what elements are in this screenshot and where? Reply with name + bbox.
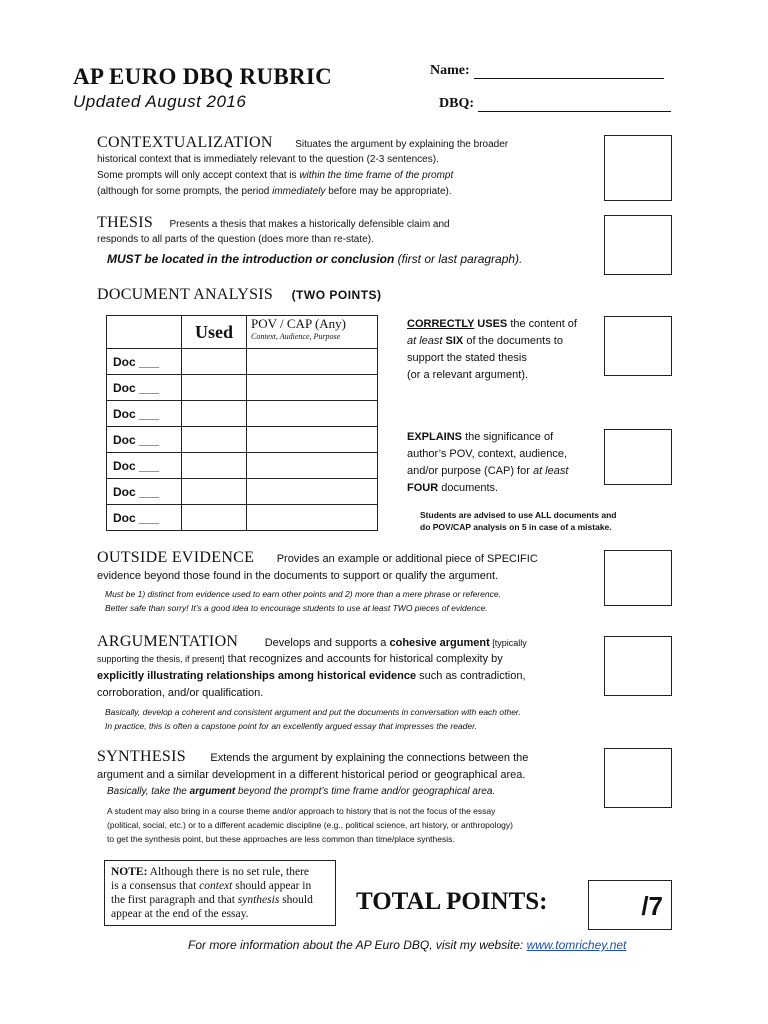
- argumentation-score-box[interactable]: [604, 636, 672, 696]
- document-analysis-heading: DOCUMENT ANALYSIS: [97, 286, 274, 303]
- name-field: [430, 63, 664, 79]
- contextualization-line4: (although for some prompts, the period immediately before may be appropriate).: [97, 186, 452, 197]
- doc-label: Doc ___: [107, 375, 182, 401]
- pov-cell[interactable]: [247, 427, 378, 453]
- table-row: [107, 505, 378, 531]
- synthesis-note3: to get the synthesis point, but these approaches are less common than time/place synthesis.: [107, 834, 455, 844]
- name-label: Name:: [430, 63, 470, 78]
- argumentation-note1: Basically, develop a coherent and consistent argument and put the documents in conversation with each other.: [105, 707, 521, 717]
- doc-label: Doc ___: [107, 453, 182, 479]
- total-points-box[interactable]: [588, 880, 672, 930]
- footer-text: For more information about the AP Euro DBQ, visit my website:: [188, 938, 527, 952]
- doc-label: Doc ___: [107, 479, 182, 505]
- table-row: [107, 479, 378, 505]
- pov-cell[interactable]: [247, 479, 378, 505]
- argumentation-line1: Develops and supports a cohesive argument [typically: [264, 637, 527, 649]
- document-pov-criteria: EXPLAINS the significance of author’s POV, context, audience, and/or purpose (CAP) for at least FOUR documents.: [407, 431, 569, 494]
- synthesis-line1: Extends the argument by explaining the connections between the: [210, 752, 529, 764]
- dbq-field: [439, 96, 671, 112]
- used-cell[interactable]: [182, 505, 247, 531]
- outside-evidence-heading: OUTSIDE EVIDENCE: [97, 549, 255, 566]
- outside-evidence-score-box[interactable]: [604, 550, 672, 606]
- note-box: NOTE: Although there is no set rule, there is a consensus that context should appear in the first paragraph and that synthesis should appear at the end of the essay.: [104, 860, 336, 926]
- argumentation-line2: supporting the thesis, if present] that recognizes and accounts for historical complexity by: [97, 653, 503, 665]
- thesis-section: [97, 214, 597, 266]
- name-input-line[interactable]: [474, 65, 664, 79]
- used-cell[interactable]: [182, 479, 247, 505]
- contextualization-line2: historical context that is immediately relevant to the question (2-3 sentences).: [97, 154, 439, 165]
- used-cell[interactable]: [182, 349, 247, 375]
- argumentation-line4: corroboration, and/or qualification.: [97, 687, 264, 699]
- thesis-must-note: MUST be located in the introduction or conclusion (first or last paragraph).: [107, 252, 523, 266]
- used-cell[interactable]: [182, 453, 247, 479]
- thesis-line1: Presents a thesis that makes a historically defensible claim and: [169, 219, 450, 230]
- pov-cell[interactable]: [247, 453, 378, 479]
- synthesis-score-box[interactable]: [604, 748, 672, 808]
- used-cell[interactable]: [182, 375, 247, 401]
- contextualization-score-box[interactable]: [604, 135, 672, 201]
- argumentation-note2: In practice, this is often a capstone point for an excellently argued essay that impresses the reader.: [105, 721, 477, 731]
- page-title: AP EURO DBQ RUBRIC: [73, 64, 333, 89]
- document-analysis-header: [97, 286, 382, 304]
- table-row: [107, 375, 378, 401]
- document-use-criteria: CORRECTLY USES the content of at least SIX of the documents to support the stated thesis (or a relevant argument).: [407, 318, 577, 381]
- table-row: [107, 427, 378, 453]
- contextualization-line1: Situates the argument by explaining the broader: [295, 139, 509, 150]
- outside-evidence-line2: evidence beyond those found in the documents to support or qualify the argument.: [97, 570, 499, 582]
- synthesis-note1: A student may also bring in a course theme and/or approach to history that is not the focus of the essay: [107, 806, 496, 816]
- synthesis-basic: Basically, take the argument beyond the prompt’s time frame and/or geographical area.: [107, 786, 496, 797]
- table-row: [107, 349, 378, 375]
- total-points-value: /7: [641, 891, 663, 921]
- document-use-score-box[interactable]: [604, 316, 672, 376]
- contextualization-section: [97, 134, 597, 200]
- used-header: Used: [182, 316, 247, 349]
- argumentation-line3: explicitly illustrating relationships among historical evidence such as contradiction,: [97, 670, 526, 682]
- contextualization-line3: Some prompts will only accept context that is within the time frame of the prompt: [97, 170, 454, 181]
- outside-evidence-section: [97, 549, 597, 615]
- table-row: [107, 401, 378, 427]
- pov-cell[interactable]: [247, 349, 378, 375]
- document-pov-score-box[interactable]: [604, 429, 672, 485]
- thesis-score-box[interactable]: [604, 215, 672, 275]
- document-table: [106, 315, 378, 531]
- outside-evidence-line1: Provides an example or additional piece of SPECIFIC: [276, 553, 538, 565]
- outside-evidence-note1: Must be 1) distinct from evidence used to earn other points and 2) more than a mere phrase or reference.: [105, 589, 501, 599]
- pov-cell[interactable]: [247, 505, 378, 531]
- thesis-line2: responds to all parts of the question (does more than re-state).: [97, 234, 374, 245]
- synthesis-section: [97, 748, 607, 846]
- doc-label: Doc ___: [107, 505, 182, 531]
- contextualization-heading: CONTEXTUALIZATION: [97, 134, 273, 151]
- table-corner: [107, 316, 182, 349]
- pov-header: POV / CAP (Any) Context, Audience, Purpose: [247, 316, 378, 349]
- footer: [188, 938, 626, 952]
- synthesis-note2: (political, social, etc.) or to a different academic discipline (e.g., political science, art history, or anthropology): [107, 820, 513, 830]
- website-link[interactable]: www.tomrichey.net: [526, 938, 627, 952]
- used-cell[interactable]: [182, 401, 247, 427]
- outside-evidence-note2: Better safe than sorry! It’s a good idea to encourage students to use at least TWO pieces of evidence.: [105, 603, 488, 613]
- used-cell[interactable]: [182, 427, 247, 453]
- pov-cell[interactable]: [247, 401, 378, 427]
- pov-cell[interactable]: [247, 375, 378, 401]
- doc-label: Doc ___: [107, 349, 182, 375]
- doc-label: Doc ___: [107, 401, 182, 427]
- thesis-heading: THESIS: [97, 214, 154, 231]
- table-row: [107, 453, 378, 479]
- document-analysis-points: (TWO POINTS): [291, 288, 382, 302]
- doc-label: Doc ___: [107, 427, 182, 453]
- total-points-label: TOTAL POINTS:: [356, 888, 548, 915]
- dbq-label: DBQ:: [439, 96, 474, 111]
- dbq-input-line[interactable]: [478, 98, 671, 112]
- synthesis-line2: argument and a similar development in a different historical period or geographical area.: [97, 769, 526, 781]
- document-advice: Students are advised to use ALL documents and do POV/CAP analysis on 5 in case of a mistake.: [420, 510, 617, 532]
- argumentation-section: [97, 633, 607, 733]
- argumentation-heading: ARGUMENTATION: [97, 633, 239, 650]
- page-subtitle: Updated August 2016: [73, 92, 247, 111]
- synthesis-heading: SYNTHESIS: [97, 748, 186, 765]
